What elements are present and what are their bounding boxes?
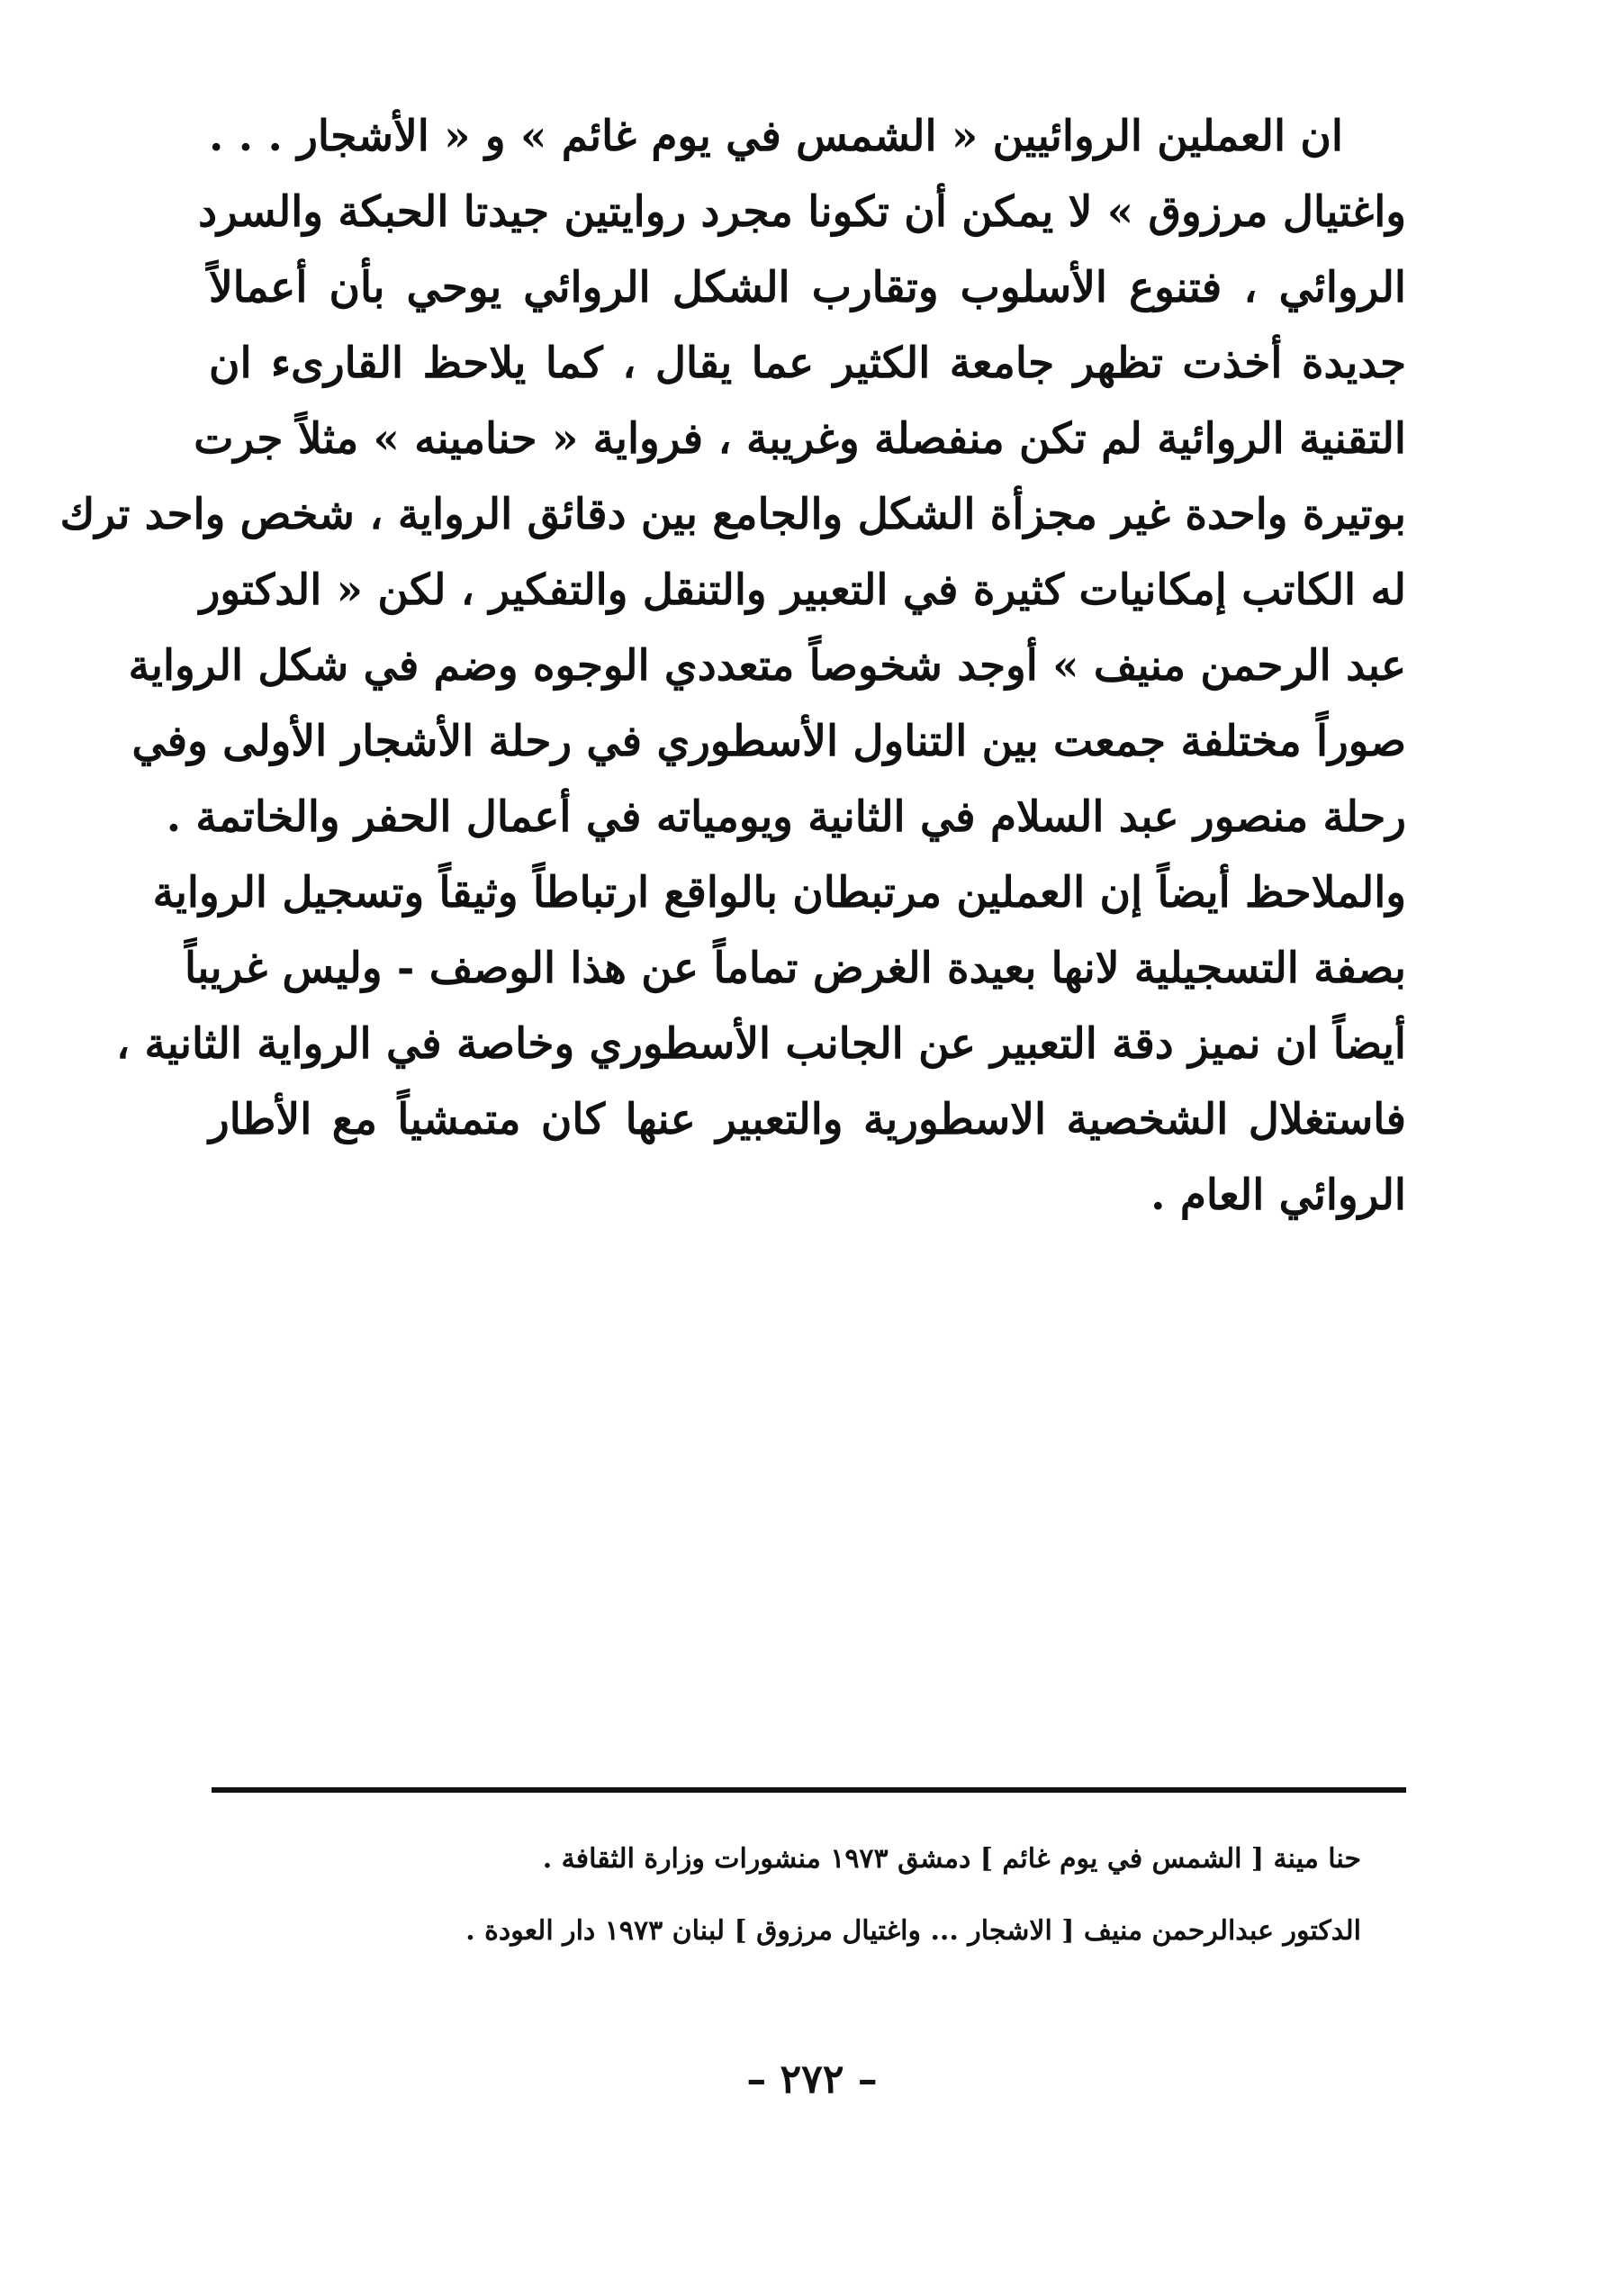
body-line: رحلة منصور عبد السلام في الثانية ويومياته في أعمال الحفر والخاتمة . <box>166 792 1406 842</box>
body-line: ان العملين الروائيين « الشمس في يوم غائم » و « الأشجار . . . <box>209 112 1343 161</box>
body-line: عبد الرحمن منيف » أوجد شخوصاً متعددي الوجوه وضم في شكل الرواية <box>128 641 1406 691</box>
body-line: التقنية الروائية لم تكن منفصلة وغريبة ، فرواية « حنامينه » مثلاً جرت <box>194 414 1406 464</box>
footnotes <box>216 1823 1361 1967</box>
page-number: – ٢٧٢ – <box>746 2057 878 2102</box>
body-line: والملاحظ أيضاً إن العملين مرتبطان بالواقع ارتباطاً وثيقاً وتسجيل الرواية <box>152 868 1406 918</box>
body-paragraph <box>59 99 1406 1234</box>
footnote-line: الدكتور عبدالرحمن منيف [ الاشجار ... واغتيال مرزوق ] لبنان ١٩٧٣ دار العودة . <box>465 1915 1361 1947</box>
body-line: أيضاً ان نميز دقة التعبير عن الجانب الأسطوري وخاصة في الرواية الثانية ، <box>116 1019 1406 1069</box>
body-line: صوراً مختلفة جمعت بين التناول الأسطوري في رحلة الأشجار الأولى وفي <box>131 717 1406 766</box>
body-line: الروائي العام . <box>1150 1171 1406 1220</box>
body-line: فاستغلال الشخصية الاسطورية والتعبير عنها كان متمشياً مع الأطار <box>209 1095 1406 1144</box>
body-line: له الكاتب إمكانيات كثيرة في التعبير والتنقل والتفكير ، لكن « الدكتور <box>199 565 1406 615</box>
footnote-line: حنا مينة [ الشمس في يوم غائم ] دمشق ١٩٧٣ منشورات وزارة الثقافة . <box>542 1843 1361 1875</box>
body-line: الروائي ، فتنوع الأسلوب وتقارب الشكل الروائي يوحي بأن أعمالاً <box>209 263 1406 312</box>
footnote-divider <box>212 1787 1406 1793</box>
body-line: واغتيال مرزوق » لا يمكن أن تكونا مجرد روايتين جيدتا الحبكة والسرد <box>198 187 1406 237</box>
body-line: جديدة أخذت تظهر جامعة الكثير عما يقال ، كما يلاحظ القارىء ان <box>209 339 1406 388</box>
body-line: بصفة التسجيلية لانها بعيدة الغرض تماماً عن هذا الوصف - وليس غريباً <box>184 944 1406 993</box>
body-line: بوتيرة واحدة غير مجزأة الشكل والجامع بين دقائق الرواية ، شخص واحد ترك <box>59 490 1406 539</box>
